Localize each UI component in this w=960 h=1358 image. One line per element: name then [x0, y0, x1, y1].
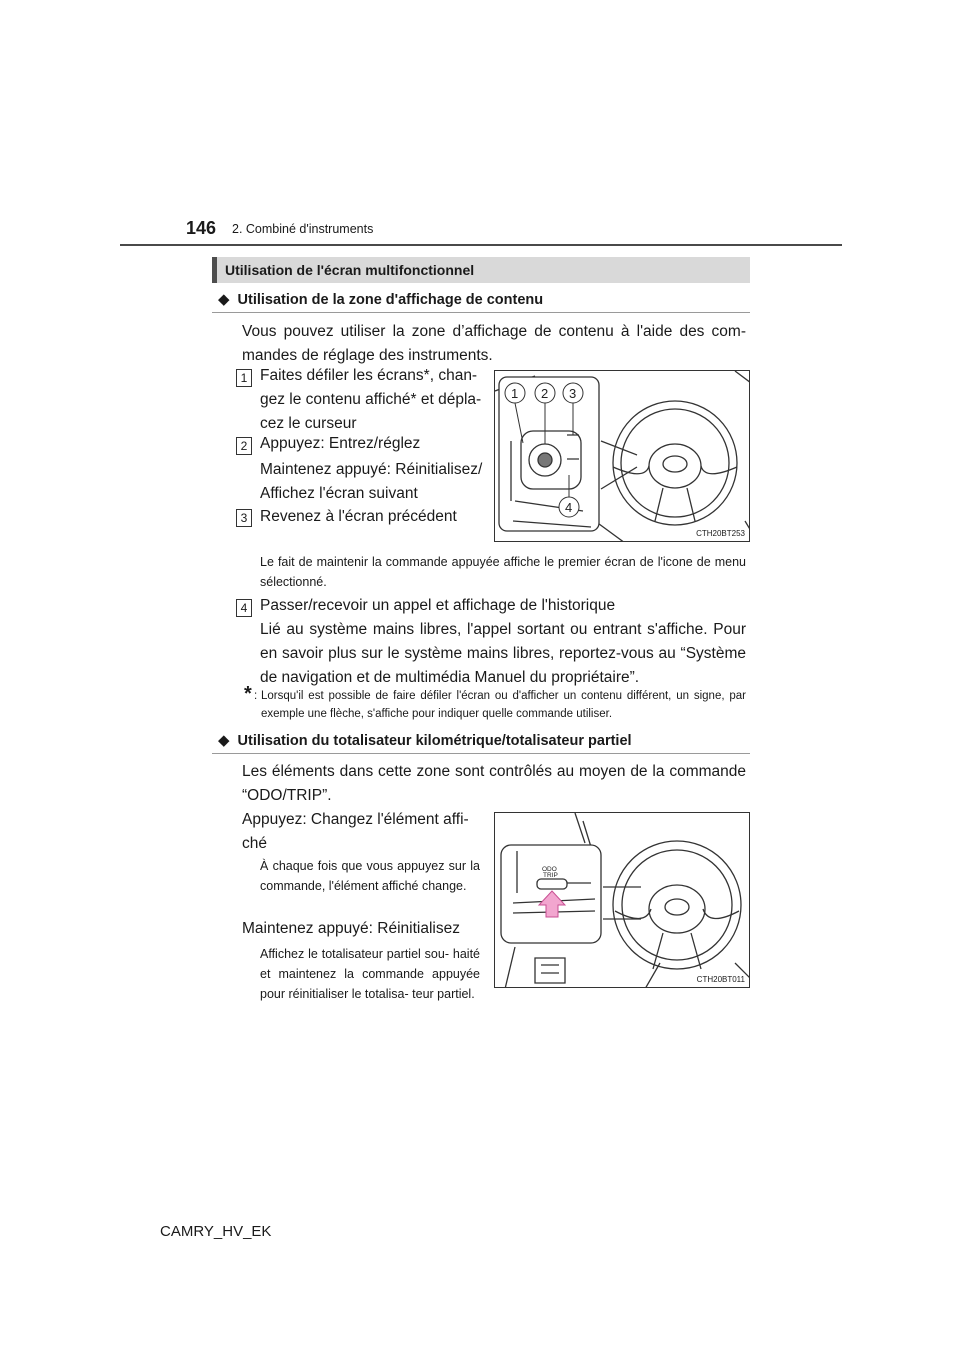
- figure-odo-trip-button: [494, 812, 750, 988]
- running-header: 2. Combiné d'instruments: [232, 222, 374, 236]
- item-number-4: 4: [236, 599, 252, 617]
- footer-model-code: CAMRY_HV_EK: [160, 1223, 272, 1240]
- callout-1: 1: [511, 386, 519, 401]
- figure-code: CTH20BT011: [696, 975, 745, 984]
- odometer-hold-note: Affichez le totalisateur partiel sou- haité et maintenez la commande appuyée pour réinitialiser le totalisa- teur partiel.: [260, 947, 480, 1001]
- callout-2: 2: [541, 386, 549, 401]
- subheading-content-area: [218, 290, 543, 308]
- odometer-press: Appuyez: Changez l'élément affi- ché: [242, 811, 469, 852]
- item-2-text: Appuyez: Entrez/réglez: [260, 435, 421, 452]
- intro-paragraph: Vous pouvez utiliser la zone d’affichage de contenu à l'aide des com- mandes de réglage des instruments.: [242, 323, 746, 364]
- section-bar: [212, 257, 750, 283]
- subheading-text: Utilisation du totalisateur kilométrique/totalisateur partiel: [237, 733, 632, 749]
- callout-4: 4: [565, 500, 573, 515]
- item-4-title: Passer/recevoir un appel et affichage de l'historique: [260, 597, 616, 614]
- odometer-press-note: À chaque fois que vous appuyez sur la commande, l'élément affiché change.: [260, 859, 480, 893]
- note-text: Le fait de maintenir la commande appuyée affiche le premier écran de l'icone de menu sélectionné.: [260, 555, 746, 589]
- footnote-asterisk: *: [244, 683, 252, 705]
- item-4-body: Lié au système mains libres, l'appel sortant ou entrant s'affiche. Pour en savoir plus sur le système mains libres, reportez-vous au “Système de navigation et de multimédia Manuel du propriétaire”.: [260, 621, 746, 686]
- section-title: Utilisation de l'écran multifonctionnel: [225, 262, 475, 278]
- item-1-text: [260, 364, 492, 436]
- item-number-1: 1: [236, 369, 252, 387]
- item-2-extra: Maintenez appuyé: Réinitialisez/ Affichez l'écran suivant: [260, 461, 483, 502]
- odometer-hold: Maintenez appuyé: Réinitialisez: [242, 920, 460, 937]
- diamond-bullet-icon: ◆: [218, 291, 230, 308]
- page-number: 146: [186, 218, 217, 238]
- subheading-rule: [212, 753, 750, 754]
- odo-label: ODO: [542, 866, 557, 873]
- callout-3: 3: [569, 386, 577, 401]
- diamond-bullet-icon: ◆: [218, 732, 230, 749]
- header-rule: [120, 244, 842, 246]
- footnote-colon: :: [254, 690, 258, 702]
- item-3-text: Revenez à l'écran précédent: [260, 508, 457, 525]
- footnote-text: Lorsqu'il est possible de faire défiler l'écran ou d'afficher un contenu différent, un signe, par exemple une flèche, s'affiche pour indiquer quelle commande utiliser.: [261, 690, 746, 720]
- item-number-2: 2: [236, 437, 252, 455]
- figure-steering-controls: [494, 370, 750, 542]
- subheading-rule: [212, 312, 750, 313]
- item-1-label: Faites défiler les écrans*, chan- gez le contenu affiché* et dépla- cez le curseur: [260, 367, 482, 432]
- figure-code: CTH20BT253: [696, 529, 745, 538]
- odometer-intro: Les éléments dans cette zone sont contrôlés au moyen de la commande “ODO/TRIP”.: [242, 763, 746, 804]
- item-number-3: 3: [236, 509, 252, 527]
- subheading-odometer: [218, 731, 632, 749]
- steering-wheel-illustration: [495, 371, 750, 542]
- subheading-text: Utilisation de la zone d'affichage de contenu: [237, 292, 544, 308]
- trip-label: TRIP: [543, 872, 558, 879]
- odo-trip-illustration: [495, 813, 750, 988]
